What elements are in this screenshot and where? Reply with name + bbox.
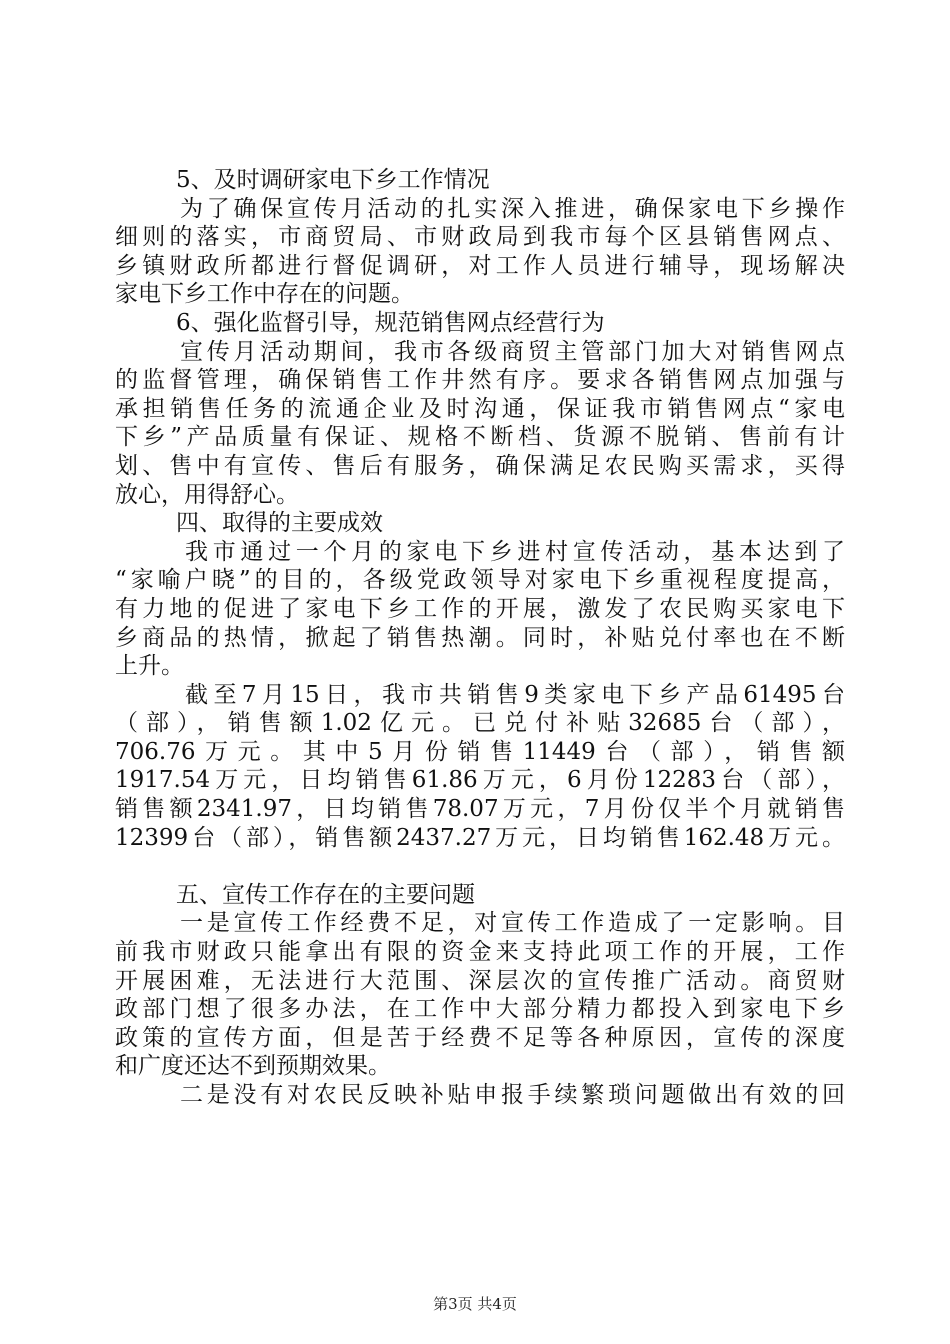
- paragraph-line: 承担销售任务的流通企业及时沟通，保证我市销售网点“家电: [115, 395, 845, 422]
- paragraph-line: 政部门想了很多办法，在工作中大部分精力都投入到家电下乡: [115, 996, 845, 1023]
- paragraph-line: 1917.54万元，日均销售61.86万元，6月份12283台（部），: [115, 767, 845, 794]
- paragraph-line: 我市通过一个月的家电下乡进村宣传活动，基本达到了: [185, 538, 845, 565]
- section-heading-4: 四、取得的主要成效: [176, 510, 383, 537]
- paragraph-line: 销售额2341.97，日均销售78.07万元，7月份仅半个月就销售: [115, 796, 845, 823]
- paragraph-line: 宣传月活动期间，我市各级商贸主管部门加大对销售网点: [180, 338, 845, 365]
- paragraph-line: （部），销售额1.02亿元。已兑付补贴32685台（部），: [115, 710, 845, 737]
- paragraph-line: 乡镇财政所都进行督促调研，对工作人员进行辅导，现场解决: [115, 252, 845, 279]
- paragraph-line: 放心，用得舒心。: [115, 481, 299, 508]
- paragraph-line: 706.76万元。其中5月份销售11449台（部），销售额: [115, 738, 845, 765]
- blank-line: [115, 852, 845, 881]
- paragraph-line: 细则的落实，市商贸局、市财政局到我市每个区县销售网点、: [115, 224, 845, 251]
- paragraph-line: 有力地的促进了家电下乡工作的开展，激发了农民购买家电下: [115, 595, 845, 622]
- paragraph-line: 为了确保宣传月活动的扎实深入推进，确保家电下乡操作: [180, 195, 845, 222]
- paragraph-line: 开展困难，无法进行大范围、深层次的宣传推广活动。商贸财: [115, 967, 845, 994]
- paragraph-line: 家电下乡工作中存在的问题。: [115, 281, 414, 308]
- paragraph-line: 截至7月15日，我市共销售9类家电下乡产品61495台: [185, 681, 845, 708]
- paragraph-line: 上升。: [115, 653, 184, 680]
- paragraph-line: 划、售中有宣传、售后有服务，确保满足农民购买需求，买得: [115, 452, 845, 479]
- paragraph-line: 一是宣传工作经费不足，对宣传工作造成了一定影响。目: [180, 910, 845, 937]
- paragraph-line: 12399台（部），销售额2437.27万元，日均销售162.48万元。: [115, 824, 845, 851]
- paragraph-line: 政策的宣传方面，但是苦于经费不足等各种原因，宣传的深度: [115, 1024, 845, 1051]
- paragraph-line: “家喻户晓”的目的，各级党政领导对家电下乡重视程度提高，: [115, 567, 845, 594]
- paragraph-line: 二是没有对农民反映补贴申报手续繁琐问题做出有效的回: [180, 1082, 845, 1108]
- section-heading-6: 6、强化监督引导，规范销售网点经营行为: [176, 309, 605, 336]
- paragraph-line: 下乡”产品质量有保证、规格不断档、货源不脱销、售前有计: [115, 424, 845, 451]
- section-heading-5b: 五、宣传工作存在的主要问题: [176, 881, 475, 908]
- paragraph-line: 和广度还达不到预期效果。: [115, 1053, 391, 1080]
- paragraph-line: 乡商品的热情，掀起了销售热潮。同时，补贴兑付率也在不断: [115, 624, 845, 651]
- document-body: [115, 166, 845, 1110]
- section-heading-5: 5、及时调研家电下乡工作情况: [176, 167, 490, 193]
- paragraph-line: 的监督管理，确保销售工作井然有序。要求各销售网点加强与: [115, 367, 845, 394]
- paragraph-line: 前我市财政只能拿出有限的资金来支持此项工作的开展，工作: [115, 939, 845, 966]
- page-number-footer: 第3页 共4页: [433, 1295, 517, 1313]
